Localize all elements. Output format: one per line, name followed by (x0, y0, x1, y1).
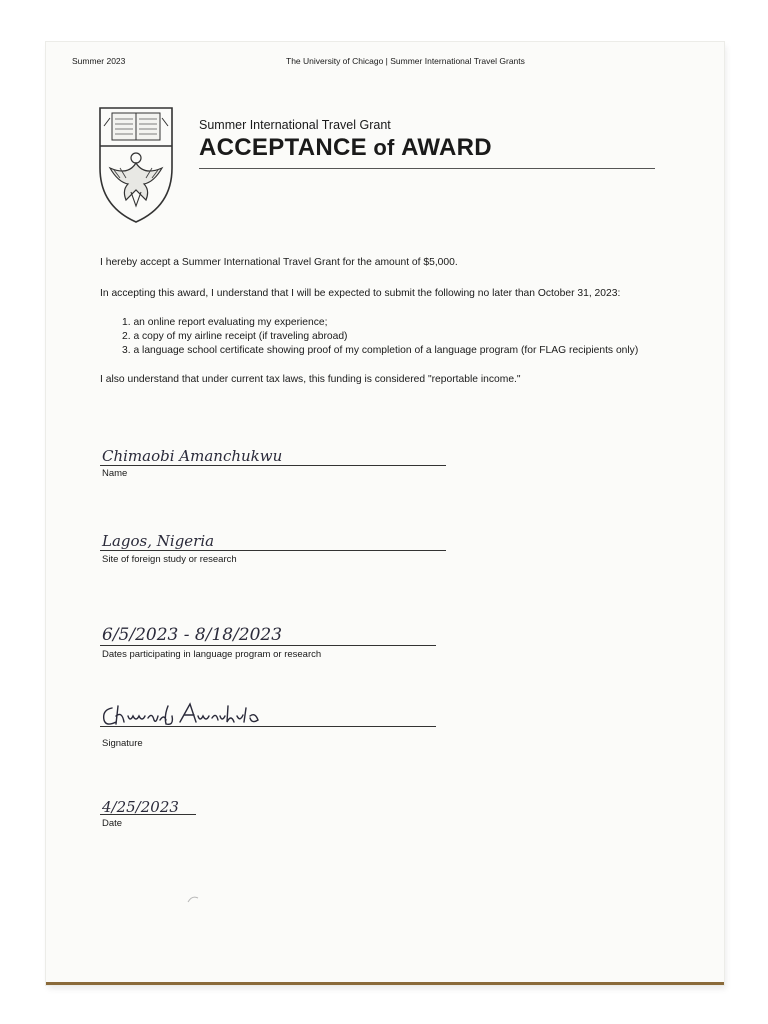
paper-mark-icon (186, 894, 200, 904)
date-label: Date (102, 818, 123, 829)
requirements-list (122, 316, 638, 358)
name-line (100, 465, 446, 466)
form-kicker: Summer International Travel Grant (199, 118, 391, 132)
obligation-statement: In accepting this award, I understand that I will be expected to submit the following no later than October 31, 2023: (100, 288, 621, 299)
title-award: AWARD (401, 134, 492, 161)
title-of: of (366, 135, 402, 160)
requirement-item: 3. a language school certificate showing proof of my completion of a language program (for FLAG recipients only) (122, 345, 639, 356)
name-value: Chimaobi Amanchukwu (102, 447, 283, 465)
name-label: Name (102, 468, 128, 479)
header-institution: The University of Chicago | Summer International Travel Grants (286, 56, 525, 66)
signature-label: Signature (102, 738, 143, 749)
university-crest-icon (98, 106, 174, 224)
title-acceptance: ACCEPTANCE (199, 134, 367, 161)
dates-label: Dates participating in language program or research (102, 649, 322, 660)
site-value: Lagos, Nigeria (102, 532, 215, 550)
dates-line (100, 645, 436, 646)
acceptance-statement: I hereby accept a Summer International Travel Grant for the amount of $5,000. (100, 257, 458, 268)
title-rule (199, 168, 655, 169)
date-line (100, 814, 196, 815)
form-title (199, 134, 492, 162)
requirement-item: 1. an online report evaluating my experience; (122, 317, 328, 328)
tax-statement: I also understand that under current tax laws, this funding is considered "reportable income." (100, 374, 521, 385)
requirement-item: 2. a copy of my airline receipt (if traveling abroad) (122, 331, 348, 342)
dates-value: 6/5/2023 - 8/18/2023 (102, 625, 283, 645)
signature-line (100, 726, 436, 727)
site-label: Site of foreign study or research (102, 554, 237, 565)
document-page (46, 42, 724, 985)
header-term: Summer 2023 (72, 56, 126, 66)
site-line (100, 550, 446, 551)
date-value: 4/25/2023 (102, 798, 179, 816)
